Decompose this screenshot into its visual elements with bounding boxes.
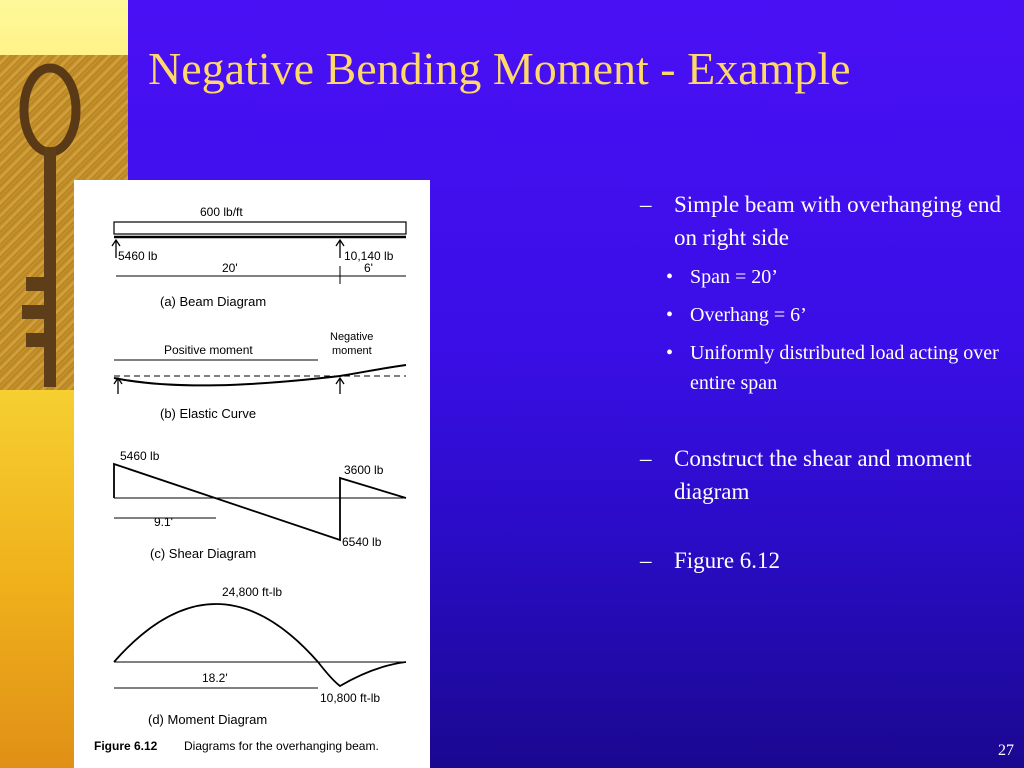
sub-bullet-text: Span = 20’ xyxy=(690,266,778,288)
sub-bullet-item xyxy=(612,338,1010,398)
moment-curve xyxy=(114,604,406,686)
bullet-list xyxy=(640,188,1010,577)
shear-left-label: 5460 lb xyxy=(120,449,160,463)
bullet-text: Figure 6.12 xyxy=(674,548,781,573)
elastic-curve xyxy=(114,365,406,385)
bullet-item xyxy=(640,442,1010,508)
overhang-label: 6' xyxy=(364,261,373,275)
moment-zero-label: 18.2' xyxy=(202,671,228,685)
sub-bullet-text: Overhang = 6’ xyxy=(690,304,807,326)
dash-marker: – xyxy=(640,548,652,573)
dash-marker: – xyxy=(640,446,652,471)
bullet-text: Simple beam with overhanging end on right side xyxy=(674,192,1002,250)
negative-moment-label-2: moment xyxy=(332,345,372,357)
figure-label: Figure 6.12 xyxy=(94,739,158,753)
elastic-left-arrow xyxy=(114,378,122,394)
moment-min-label: 10,800 ft-lb xyxy=(320,691,381,705)
bullet-dot: • xyxy=(666,304,674,326)
sub-bullet-item xyxy=(612,300,1010,330)
sub-bullet-item xyxy=(612,262,1010,292)
dash-marker: – xyxy=(640,192,652,217)
shear-diagram-caption: (c) Shear Diagram xyxy=(150,546,257,561)
elastic-right-arrow xyxy=(336,378,344,394)
elastic-curve-caption: (b) Elastic Curve xyxy=(160,406,257,421)
shear-min-label: 6540 lb xyxy=(342,535,382,549)
load-label: 600 lb/ft xyxy=(200,205,243,219)
right-support-arrow xyxy=(336,240,344,258)
shear-zero-label: 9.1' xyxy=(154,515,173,529)
slide-title: Negative Bending Moment - Example xyxy=(148,43,851,94)
figure-caption: Diagrams for the overhanging beam. xyxy=(184,739,379,753)
bullet-text: Construct the shear and moment diagram xyxy=(674,446,972,504)
right-reaction-label: 10,140 lb xyxy=(344,249,394,263)
figure-6-12 xyxy=(74,180,430,768)
moment-diagram-caption: (d) Moment Diagram xyxy=(148,712,268,727)
left-reaction-label: 5460 lb xyxy=(118,249,158,263)
bullet-dot: • xyxy=(666,266,674,288)
shear-right-label: 3600 lb xyxy=(344,463,384,477)
bullet-item xyxy=(640,544,1010,577)
beam-diagram-caption: (a) Beam Diagram xyxy=(160,294,267,309)
page-number: 27 xyxy=(998,742,1014,759)
bullet-item xyxy=(640,188,1010,254)
moment-max-label: 24,800 ft-lb xyxy=(222,585,283,599)
negative-moment-label-1: Negative xyxy=(330,331,374,343)
span-label: 20' xyxy=(222,261,238,275)
positive-moment-label: Positive moment xyxy=(164,343,253,357)
bullet-dot: • xyxy=(666,342,674,364)
sub-bullet-text: Uniformly distributed load acting over entire span xyxy=(690,342,999,394)
distributed-load xyxy=(114,222,406,234)
